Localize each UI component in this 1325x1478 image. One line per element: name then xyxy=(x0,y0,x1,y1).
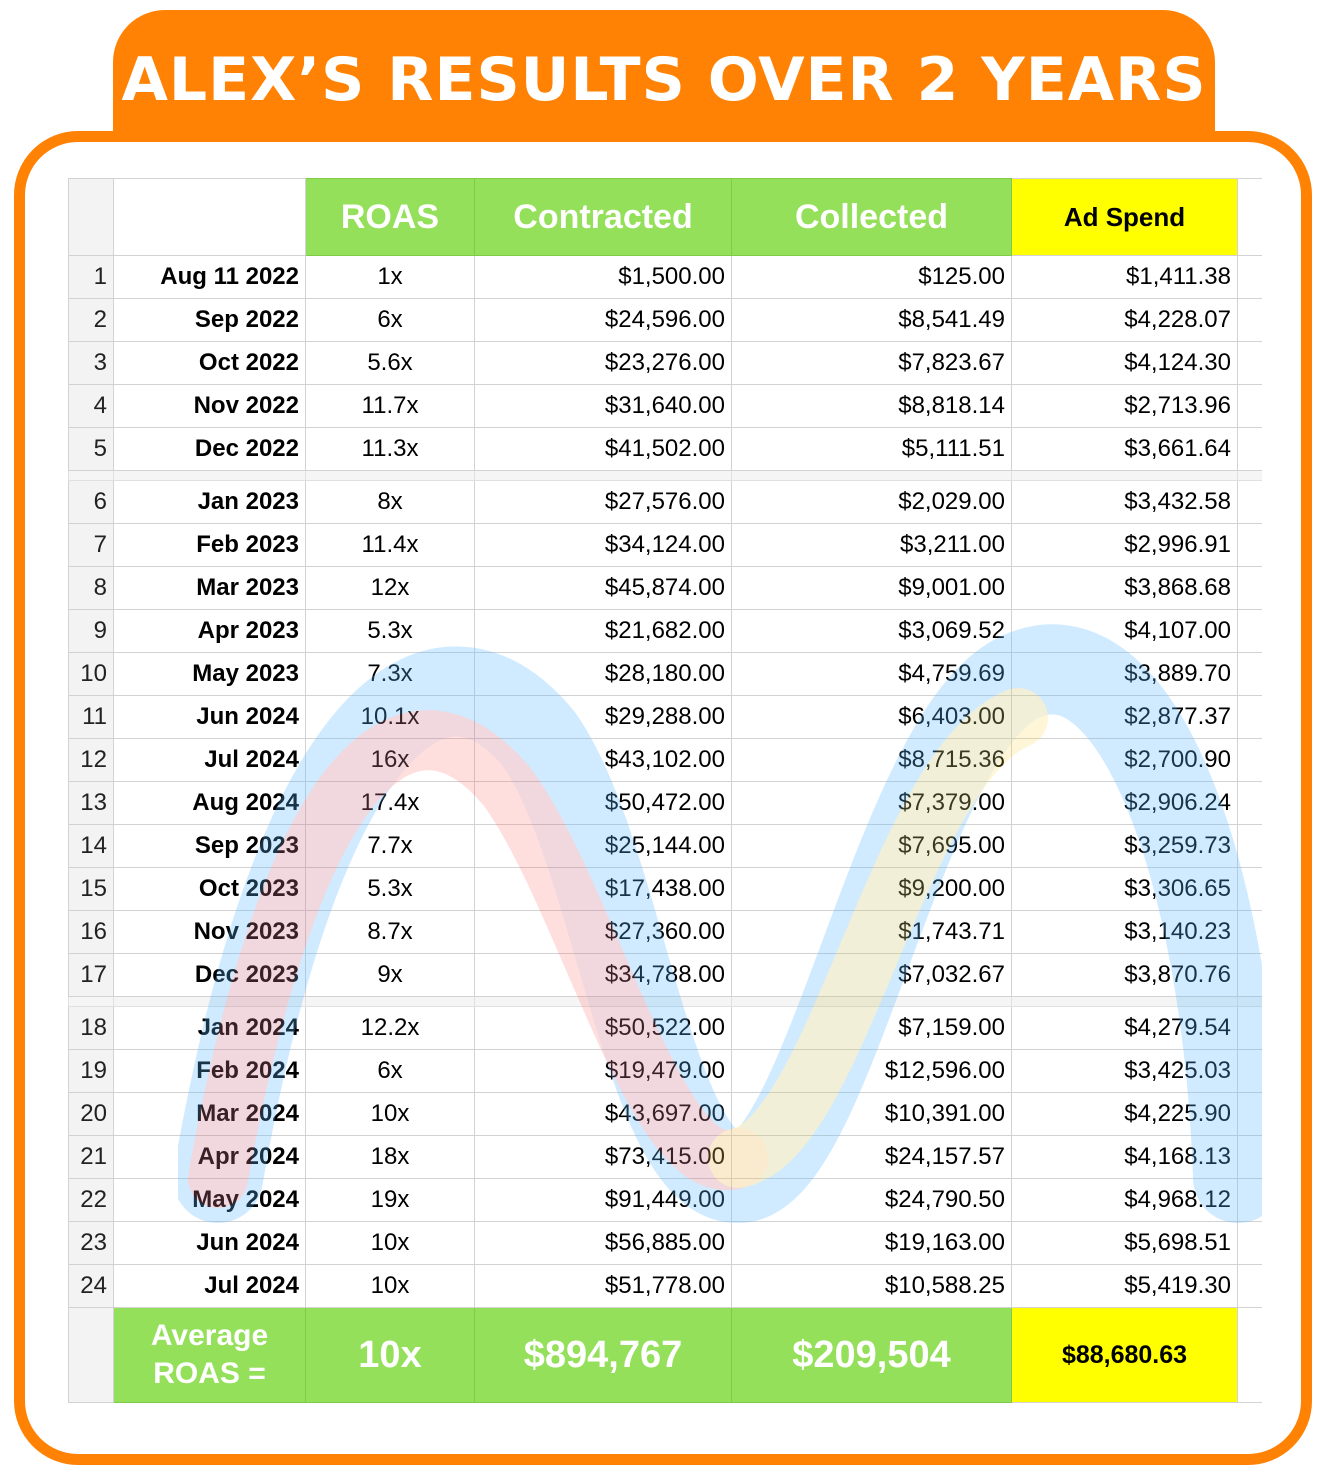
contracted-cell: $1,500.00 xyxy=(475,256,732,299)
table-row xyxy=(69,342,1263,385)
row-number: 19 xyxy=(69,1050,114,1093)
separator-cell xyxy=(732,997,1012,1007)
row-number: 20 xyxy=(69,1093,114,1136)
spare-cell xyxy=(1238,868,1263,911)
spare-cell xyxy=(1238,1308,1263,1403)
separator-cell xyxy=(306,997,475,1007)
collected-cell: $9,001.00 xyxy=(732,567,1012,610)
separator-cell xyxy=(1238,471,1263,481)
row-number: 4 xyxy=(69,385,114,428)
ad-spend-cell: $3,868.68 xyxy=(1012,567,1238,610)
table-row xyxy=(69,256,1263,299)
month-cell: Aug 11 2022 xyxy=(114,256,306,299)
month-cell: Apr 2024 xyxy=(114,1136,306,1179)
contracted-cell: $27,360.00 xyxy=(475,911,732,954)
row-number: 9 xyxy=(69,610,114,653)
table-row xyxy=(69,954,1263,997)
results-table xyxy=(68,178,1262,1403)
spare-cell xyxy=(1238,825,1263,868)
contracted-header: Contracted xyxy=(475,179,732,256)
roas-cell: 18x xyxy=(306,1136,475,1179)
table-row xyxy=(69,385,1263,428)
spare-cell xyxy=(1238,428,1263,471)
section-separator xyxy=(69,997,1263,1007)
table-row xyxy=(69,1050,1263,1093)
table-row xyxy=(69,567,1263,610)
contracted-cell: $73,415.00 xyxy=(475,1136,732,1179)
collected-cell: $8,715.36 xyxy=(732,739,1012,782)
row-number: 11 xyxy=(69,696,114,739)
collected-cell: $1,743.71 xyxy=(732,911,1012,954)
month-cell: Sep 2022 xyxy=(114,299,306,342)
row-number: 10 xyxy=(69,653,114,696)
ad-spend-cell: $2,877.37 xyxy=(1012,696,1238,739)
collected-cell: $9,200.00 xyxy=(732,868,1012,911)
spare-column xyxy=(1238,179,1263,256)
roas-cell: 7.7x xyxy=(306,825,475,868)
month-cell: Dec 2023 xyxy=(114,954,306,997)
separator-cell xyxy=(69,997,114,1007)
ad-spend-cell: $2,996.91 xyxy=(1012,524,1238,567)
table-row xyxy=(69,739,1263,782)
contracted-cell: $19,479.00 xyxy=(475,1050,732,1093)
spare-cell xyxy=(1238,1050,1263,1093)
row-number: 3 xyxy=(69,342,114,385)
month-cell: Jun 2024 xyxy=(114,696,306,739)
separator-cell xyxy=(306,471,475,481)
spare-cell xyxy=(1238,1265,1263,1308)
table-row xyxy=(69,610,1263,653)
roas-cell: 11.7x xyxy=(306,385,475,428)
contracted-cell: $27,576.00 xyxy=(475,481,732,524)
table-row xyxy=(69,782,1263,825)
table-row xyxy=(69,524,1263,567)
spare-cell xyxy=(1238,256,1263,299)
spare-cell xyxy=(1238,1136,1263,1179)
month-cell: Jul 2024 xyxy=(114,739,306,782)
separator-cell xyxy=(475,471,732,481)
spare-cell xyxy=(1238,911,1263,954)
month-cell: Mar 2023 xyxy=(114,567,306,610)
collected-cell: $7,379.00 xyxy=(732,782,1012,825)
month-cell: May 2023 xyxy=(114,653,306,696)
ad-spend-cell: $3,889.70 xyxy=(1012,653,1238,696)
roas-cell: 6x xyxy=(306,299,475,342)
row-number: 7 xyxy=(69,524,114,567)
ad-spend-cell: $5,698.51 xyxy=(1012,1222,1238,1265)
ad-spend-cell: $3,425.03 xyxy=(1012,1050,1238,1093)
table-row xyxy=(69,1265,1263,1308)
row-number: 21 xyxy=(69,1136,114,1179)
total-collected: $209,504 xyxy=(732,1308,1012,1403)
roas-cell: 11.4x xyxy=(306,524,475,567)
collected-cell: $2,029.00 xyxy=(732,481,1012,524)
average-label: Average ROAS = xyxy=(114,1308,306,1403)
contracted-cell: $31,640.00 xyxy=(475,385,732,428)
separator-cell xyxy=(69,471,114,481)
collected-cell: $19,163.00 xyxy=(732,1222,1012,1265)
contracted-cell: $56,885.00 xyxy=(475,1222,732,1265)
month-cell: Oct 2022 xyxy=(114,342,306,385)
month-header xyxy=(114,179,306,256)
ad-spend-cell: $4,124.30 xyxy=(1012,342,1238,385)
row-number: 8 xyxy=(69,567,114,610)
contracted-cell: $34,124.00 xyxy=(475,524,732,567)
roas-cell: 1x xyxy=(306,256,475,299)
separator-cell xyxy=(732,471,1012,481)
collected-cell: $7,159.00 xyxy=(732,1007,1012,1050)
row-number: 23 xyxy=(69,1222,114,1265)
roas-cell: 6x xyxy=(306,1050,475,1093)
collected-cell: $10,588.25 xyxy=(732,1265,1012,1308)
spare-cell xyxy=(1238,1007,1263,1050)
month-cell: Sep 2023 xyxy=(114,825,306,868)
contracted-cell: $41,502.00 xyxy=(475,428,732,471)
ad-spend-cell: $4,168.13 xyxy=(1012,1136,1238,1179)
page-title: ALEX’S RESULTS OVER 2 YEARS xyxy=(121,45,1207,115)
ad-spend-cell: $2,700.90 xyxy=(1012,739,1238,782)
roas-cell: 19x xyxy=(306,1179,475,1222)
total-contracted: $894,767 xyxy=(475,1308,732,1403)
table-row xyxy=(69,696,1263,739)
separator-cell xyxy=(1012,997,1238,1007)
spare-cell xyxy=(1238,782,1263,825)
spreadsheet xyxy=(68,178,1262,1418)
roas-cell: 16x xyxy=(306,739,475,782)
roas-cell: 10x xyxy=(306,1265,475,1308)
spare-cell xyxy=(1238,299,1263,342)
contracted-cell: $50,522.00 xyxy=(475,1007,732,1050)
contracted-cell: $50,472.00 xyxy=(475,782,732,825)
row-number: 5 xyxy=(69,428,114,471)
collected-cell: $7,032.67 xyxy=(732,954,1012,997)
separator-cell xyxy=(475,997,732,1007)
table-row xyxy=(69,1007,1263,1050)
row-number: 6 xyxy=(69,481,114,524)
contracted-cell: $43,102.00 xyxy=(475,739,732,782)
spare-cell xyxy=(1238,696,1263,739)
spare-cell xyxy=(1238,481,1263,524)
month-cell: Oct 2023 xyxy=(114,868,306,911)
contracted-cell: $25,144.00 xyxy=(475,825,732,868)
roas-cell: 5.6x xyxy=(306,342,475,385)
roas-cell: 10x xyxy=(306,1093,475,1136)
spare-cell xyxy=(1238,567,1263,610)
table-row xyxy=(69,1136,1263,1179)
section-separator xyxy=(69,471,1263,481)
ad-spend-header: Ad Spend xyxy=(1012,179,1238,256)
month-cell: Feb 2024 xyxy=(114,1050,306,1093)
table-row xyxy=(69,1093,1263,1136)
separator-cell xyxy=(1238,997,1263,1007)
ad-spend-cell: $2,906.24 xyxy=(1012,782,1238,825)
row-number: 15 xyxy=(69,868,114,911)
collected-cell: $3,211.00 xyxy=(732,524,1012,567)
month-cell: Jan 2023 xyxy=(114,481,306,524)
table-row xyxy=(69,868,1263,911)
spare-cell xyxy=(1238,1093,1263,1136)
month-cell: Feb 2023 xyxy=(114,524,306,567)
month-cell: Aug 2024 xyxy=(114,782,306,825)
collected-cell: $24,790.50 xyxy=(732,1179,1012,1222)
roas-cell: 8x xyxy=(306,481,475,524)
ad-spend-cell: $3,306.65 xyxy=(1012,868,1238,911)
collected-cell: $5,111.51 xyxy=(732,428,1012,471)
table-row xyxy=(69,825,1263,868)
footer-index-cell xyxy=(69,1308,114,1403)
separator-cell xyxy=(1012,471,1238,481)
month-cell: Jul 2024 xyxy=(114,1265,306,1308)
spare-cell xyxy=(1238,524,1263,567)
spare-cell xyxy=(1238,342,1263,385)
row-number: 18 xyxy=(69,1007,114,1050)
row-number: 2 xyxy=(69,299,114,342)
roas-cell: 17.4x xyxy=(306,782,475,825)
month-cell: Mar 2024 xyxy=(114,1093,306,1136)
table-row xyxy=(69,299,1263,342)
table-row xyxy=(69,911,1263,954)
contracted-cell: $45,874.00 xyxy=(475,567,732,610)
ad-spend-cell: $4,228.07 xyxy=(1012,299,1238,342)
contracted-cell: $28,180.00 xyxy=(475,653,732,696)
roas-cell: 5.3x xyxy=(306,868,475,911)
contracted-cell: $17,438.00 xyxy=(475,868,732,911)
table-row xyxy=(69,653,1263,696)
contracted-cell: $51,778.00 xyxy=(475,1265,732,1308)
collected-cell: $10,391.00 xyxy=(732,1093,1012,1136)
average-row xyxy=(69,1308,1263,1403)
roas-cell: 10.1x xyxy=(306,696,475,739)
month-cell: Dec 2022 xyxy=(114,428,306,471)
separator-cell xyxy=(114,997,306,1007)
ad-spend-cell: $2,713.96 xyxy=(1012,385,1238,428)
spare-cell xyxy=(1238,739,1263,782)
collected-cell: $6,403.00 xyxy=(732,696,1012,739)
spare-cell xyxy=(1238,1179,1263,1222)
month-cell: Jan 2024 xyxy=(114,1007,306,1050)
collected-cell: $7,695.00 xyxy=(732,825,1012,868)
month-cell: Jun 2024 xyxy=(114,1222,306,1265)
row-number: 14 xyxy=(69,825,114,868)
total-ad-spend: $88,680.63 xyxy=(1012,1308,1238,1403)
row-number: 12 xyxy=(69,739,114,782)
collected-cell: $3,069.52 xyxy=(732,610,1012,653)
row-number: 24 xyxy=(69,1265,114,1308)
spare-cell xyxy=(1238,610,1263,653)
ad-spend-cell: $3,140.23 xyxy=(1012,911,1238,954)
month-cell: Apr 2023 xyxy=(114,610,306,653)
table-row xyxy=(69,481,1263,524)
row-number: 22 xyxy=(69,1179,114,1222)
month-cell: May 2024 xyxy=(114,1179,306,1222)
contracted-cell: $29,288.00 xyxy=(475,696,732,739)
roas-header: ROAS xyxy=(306,179,475,256)
roas-cell: 11.3x xyxy=(306,428,475,471)
roas-cell: 8.7x xyxy=(306,911,475,954)
corner-cell xyxy=(69,179,114,256)
collected-cell: $4,759.69 xyxy=(732,653,1012,696)
ad-spend-cell: $4,968.12 xyxy=(1012,1179,1238,1222)
roas-cell: 10x xyxy=(306,1222,475,1265)
table-row xyxy=(69,428,1263,471)
table-row xyxy=(69,1179,1263,1222)
collected-cell: $24,157.57 xyxy=(732,1136,1012,1179)
roas-cell: 12.2x xyxy=(306,1007,475,1050)
ad-spend-cell: $4,107.00 xyxy=(1012,610,1238,653)
ad-spend-cell: $4,225.90 xyxy=(1012,1093,1238,1136)
separator-cell xyxy=(114,471,306,481)
row-number: 13 xyxy=(69,782,114,825)
ad-spend-cell: $3,661.64 xyxy=(1012,428,1238,471)
row-number: 16 xyxy=(69,911,114,954)
collected-cell: $12,596.00 xyxy=(732,1050,1012,1093)
contracted-cell: $24,596.00 xyxy=(475,299,732,342)
spare-cell xyxy=(1238,385,1263,428)
row-number: 1 xyxy=(69,256,114,299)
collected-cell: $8,541.49 xyxy=(732,299,1012,342)
ad-spend-cell: $3,259.73 xyxy=(1012,825,1238,868)
average-roas: 10x xyxy=(306,1308,475,1403)
ad-spend-cell: $4,279.54 xyxy=(1012,1007,1238,1050)
ad-spend-cell: $1,411.38 xyxy=(1012,256,1238,299)
table-row xyxy=(69,1222,1263,1265)
contracted-cell: $43,697.00 xyxy=(475,1093,732,1136)
month-cell: Nov 2022 xyxy=(114,385,306,428)
contracted-cell: $34,788.00 xyxy=(475,954,732,997)
ad-spend-cell: $3,870.76 xyxy=(1012,954,1238,997)
roas-cell: 7.3x xyxy=(306,653,475,696)
roas-cell: 9x xyxy=(306,954,475,997)
collected-cell: $125.00 xyxy=(732,256,1012,299)
contracted-cell: $91,449.00 xyxy=(475,1179,732,1222)
ad-spend-cell: $3,432.58 xyxy=(1012,481,1238,524)
spare-cell xyxy=(1238,1222,1263,1265)
month-cell: Nov 2023 xyxy=(114,911,306,954)
collected-header: Collected xyxy=(732,179,1012,256)
row-number: 17 xyxy=(69,954,114,997)
spare-cell xyxy=(1238,653,1263,696)
contracted-cell: $21,682.00 xyxy=(475,610,732,653)
collected-cell: $8,818.14 xyxy=(732,385,1012,428)
collected-cell: $7,823.67 xyxy=(732,342,1012,385)
roas-cell: 12x xyxy=(306,567,475,610)
contracted-cell: $23,276.00 xyxy=(475,342,732,385)
roas-cell: 5.3x xyxy=(306,610,475,653)
header-row xyxy=(69,179,1263,256)
ad-spend-cell: $5,419.30 xyxy=(1012,1265,1238,1308)
spare-cell xyxy=(1238,954,1263,997)
